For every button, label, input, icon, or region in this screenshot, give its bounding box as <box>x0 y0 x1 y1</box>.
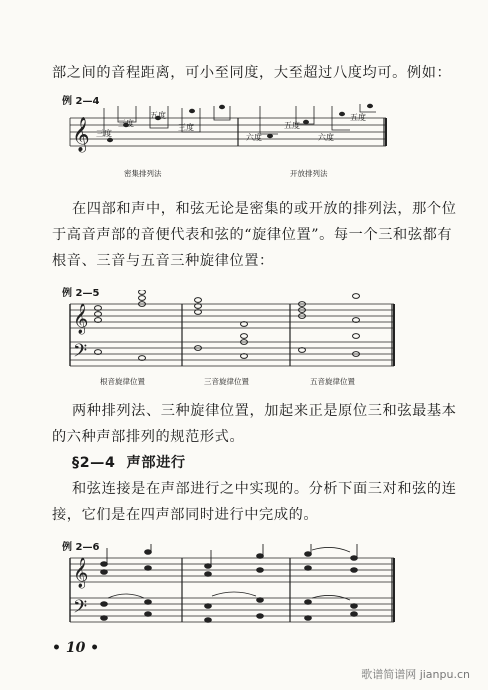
example-label: 例 2—5 <box>62 288 100 299</box>
paragraph-line: 接，它们是在四声部同时进行中完成的。 <box>52 507 319 523</box>
svg-text:𝄢: 𝄢 <box>73 341 88 366</box>
svg-text:𝄞: 𝄞 <box>73 558 89 588</box>
example-caption: 五音旋律位置 <box>310 377 355 386</box>
page-number: • 10 • <box>52 640 100 656</box>
interval-label: 六度 <box>318 133 334 142</box>
interval-label: 五度 <box>350 113 366 122</box>
svg-text:𝄢: 𝄢 <box>73 597 88 622</box>
paragraph-line: 于高音声部的音便代表和弦的“旋律位置”。每一个三和弦都有 <box>52 227 453 243</box>
svg-text:𝄞: 𝄞 <box>73 304 89 334</box>
interval-label: 三度 <box>178 123 194 132</box>
section-heading <box>72 452 186 472</box>
example-label: 例 2—4 <box>62 96 100 107</box>
paragraph-line: 根音、三音与五音三种旋律位置： <box>52 253 274 269</box>
example-caption: 根音旋律位置 <box>100 377 145 386</box>
interval-label: 三度 <box>96 129 112 138</box>
music-staff-example-2-4 <box>64 100 392 172</box>
music-staff-example-2-5 <box>64 290 400 376</box>
paragraph-line: 的六种声部排列的规范形式。 <box>52 429 245 445</box>
example-caption: 开放排列法 <box>290 169 328 178</box>
svg-text:𝄞: 𝄞 <box>72 117 90 152</box>
example-label: 例 2—6 <box>62 542 100 553</box>
paragraph-line: 在四部和声中，和弦无论是密集的或开放的排列法，那个位 <box>72 201 457 217</box>
paragraph-line: 部之间的音程距离，可小至同度，大至超过八度均可。例如： <box>52 65 452 81</box>
music-staff-example-2-6 <box>64 544 400 636</box>
section-title: 声部进行 <box>126 455 186 471</box>
interval-label: 五度 <box>150 111 166 120</box>
paragraph-line: 和弦连接是在声部进行之中实现的。分析下面三对和弦的连 <box>72 481 457 497</box>
example-caption: 密集排列法 <box>124 169 162 178</box>
example-caption: 三音旋律位置 <box>204 377 249 386</box>
paragraph-line: 两种排列法、三种旋律位置，加起来正是原位三和弦最基本 <box>72 403 457 419</box>
interval-label: 五度 <box>284 121 300 130</box>
interval-label: 三度 <box>118 119 134 128</box>
section-number: §2—4 <box>72 455 116 471</box>
watermark: 歌谱简谱网 jianpu.cn <box>361 668 470 681</box>
interval-label: 六度 <box>246 133 262 142</box>
